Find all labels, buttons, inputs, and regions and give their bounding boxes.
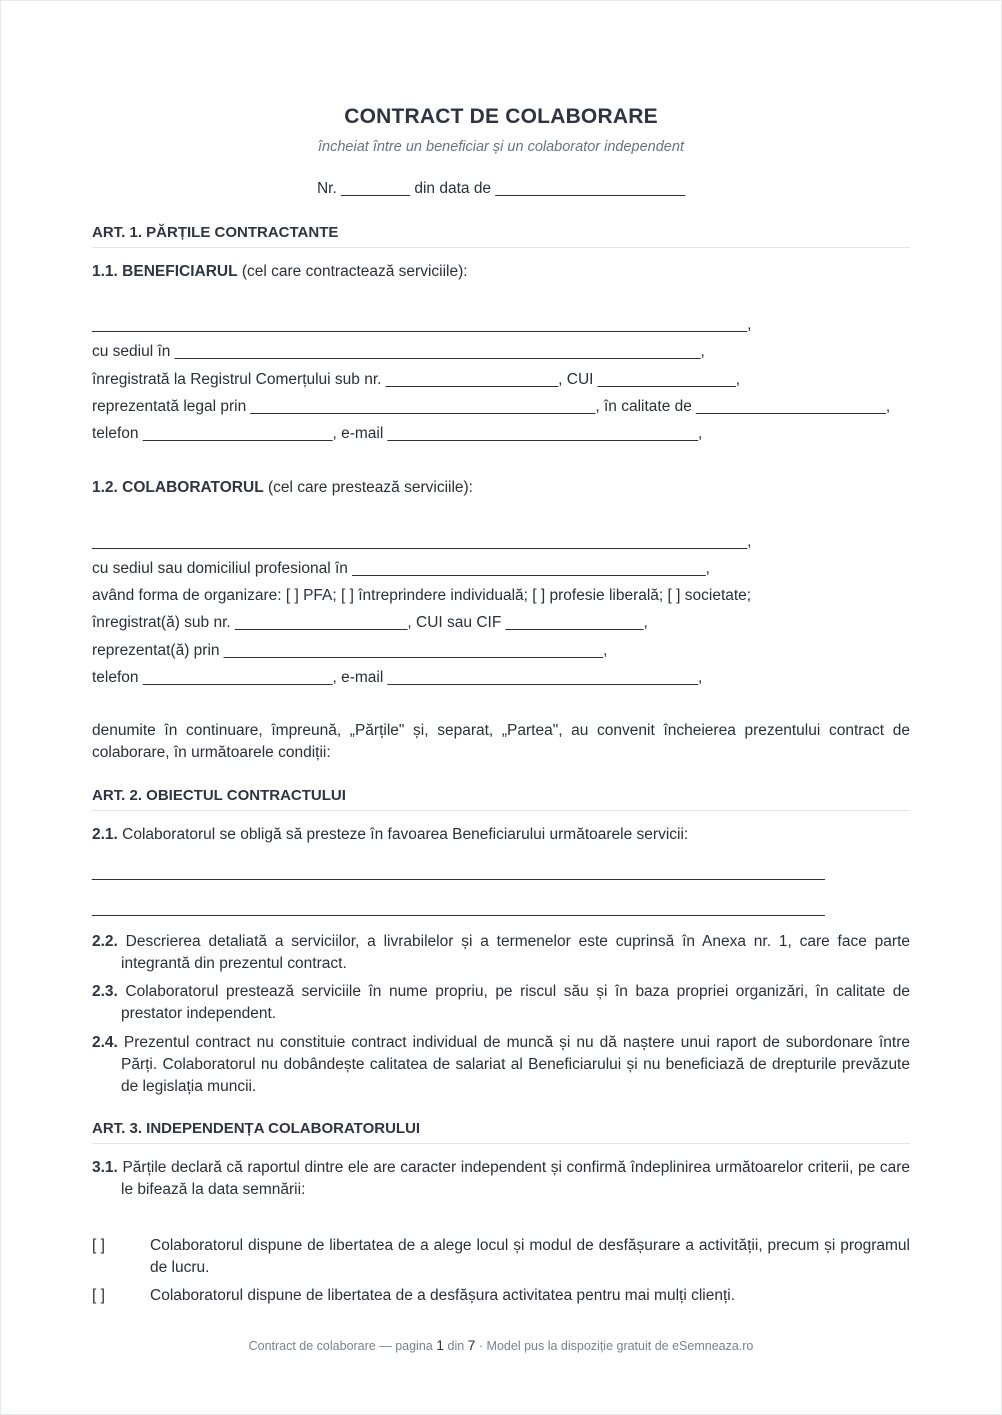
- art3-heading: ART. 3. INDEPENDENȚA COLABORATORULUI: [92, 1120, 910, 1144]
- clause-2-1: [92, 824, 910, 846]
- clause-3-1-number: 3.1.: [92, 1159, 118, 1176]
- section-1-1-desc: (cel care contractează serviciile):: [237, 263, 468, 280]
- collaborator-name-line: ____________________________________________________________________________,: [92, 533, 752, 550]
- footer-page-number: 1: [436, 1337, 445, 1353]
- clause-2-3-number: 2.3.: [92, 983, 118, 1000]
- beneficiary-representative-line: reprezentată legal prin ________________________________________, în calitate de ______________________,: [92, 398, 891, 415]
- page-title: CONTRACT DE COLABORARE: [344, 105, 658, 128]
- criterion-checkbox-1[interactable]: [92, 1235, 910, 1279]
- clause-2-1-number: 2.1.: [92, 826, 118, 843]
- clause-2-3: [92, 981, 910, 1025]
- page-subtitle: încheiat între un beneficiar și un colaborator independent: [318, 139, 684, 155]
- clause-3-1-text: Părțile declară că raportul dintre ele are caracter independent și confirmă îndeplinirea următoarelor criterii, pe care le bifează la data semnării:: [117, 1159, 910, 1198]
- page-footer: [1, 1337, 1001, 1353]
- clause-2-1-text: Colaboratorul se obligă să presteze în favoarea Beneficiarului următoarele servicii:: [117, 826, 689, 843]
- criterion-2-text: Colaboratorul dispune de libertatea de a desfășura activitatea pentru mai mulți clienți.: [150, 1287, 736, 1304]
- collaborator-org-form-line: având forma de organizare: [ ] PFA; [ ] întreprindere individuală; [ ] profesie liberală; [ ] societate;: [92, 587, 752, 604]
- section-1-2-desc: (cel care prestează serviciile):: [263, 479, 473, 496]
- footer-of: din: [444, 1339, 468, 1353]
- collaborator-representative-line: reprezentat(ă) prin ____________________________________________,: [92, 642, 608, 659]
- parties-closing-paragraph: denumite în continuare, împreună, „Părțile" și, separat, „Partea", au convenit încheierea prezentului contract de colaborare, în următoarele condiții:: [92, 722, 910, 761]
- checkbox-1-box[interactable]: [ ]: [92, 1237, 105, 1254]
- footer-source: · Model pus la dispoziție gratuit de eSemneaza.ro: [475, 1339, 754, 1353]
- clause-2-4: [92, 1032, 910, 1098]
- beneficiary-address-line: cu sediul în _____________________________________________________________,: [92, 343, 705, 360]
- footer-doc-name: Contract de colaborare — pagina: [248, 1339, 437, 1353]
- clause-2-2: [92, 931, 910, 975]
- clause-2-3-text: Colaboratorul prestează serviciile în nume propriu, pe riscul său și în baza propriei organizări, în calitate de prestator independent.: [117, 983, 910, 1022]
- art1-heading: ART. 1. PĂRȚILE CONTRACTANTE: [92, 224, 910, 248]
- beneficiary-contact-line: telefon ______________________, e-mail ____________________________________,: [92, 425, 703, 442]
- criterion-1-text: Colaboratorul dispune de libertatea de a alege locul și modul de desfășurare a activității, precum și programul de lucru.: [150, 1237, 910, 1276]
- section-1-2-title: [92, 477, 910, 499]
- beneficiary-registry-line: înregistrată la Registrul Comerțului sub nr. ____________________, CUI ________________,: [92, 371, 741, 388]
- clause-2-4-number: 2.4.: [92, 1034, 118, 1051]
- art2-heading: ART. 2. OBIECTUL CONTRACTULUI: [92, 787, 910, 811]
- clause-2-4-text: Prezentul contract nu constituie contract individual de muncă și nu dă naștere unui raport de subordonare între Părți. Colaboratorul nu dobândește calitatea de salariat al Beneficiarului și nu beneficiază de drepturile prevăzute de legislația muncii.: [117, 1034, 910, 1095]
- services-blank-line-2: _____________________________________________________________________________________: [92, 900, 825, 917]
- criterion-checkbox-2[interactable]: [92, 1285, 910, 1307]
- collaborator-address-line: cu sediul sau domiciliul profesional în _________________________________________,: [92, 560, 710, 577]
- checkbox-2-box[interactable]: [ ]: [92, 1287, 105, 1304]
- collaborator-registry-line: înregistrat(ă) sub nr. ____________________, CUI sau CIF ________________,: [92, 614, 648, 631]
- clause-2-2-number: 2.2.: [92, 933, 118, 950]
- beneficiary-name-line: ____________________________________________________________________________,: [92, 316, 752, 333]
- section-1-1-label: 1.1. BENEFICIARUL: [92, 263, 238, 280]
- collaborator-contact-line: telefon ______________________, e-mail ____________________________________,: [92, 669, 703, 686]
- clause-2-2-text: Descrierea detaliată a serviciilor, a livrabilelor și a termenelor este cuprinsă în Anexa nr. 1, care face parte integrantă din prezentul contract.: [117, 933, 910, 972]
- footer-page-total: 7: [467, 1337, 476, 1353]
- section-1-2-label: 1.2. COLABORATORUL: [92, 479, 264, 496]
- section-1-1-title: [92, 261, 910, 283]
- clause-3-1: [92, 1157, 910, 1201]
- contract-number-line: Nr. ________ din data de ______________________: [316, 180, 686, 197]
- services-blank-line-1: _____________________________________________________________________________________: [92, 864, 825, 881]
